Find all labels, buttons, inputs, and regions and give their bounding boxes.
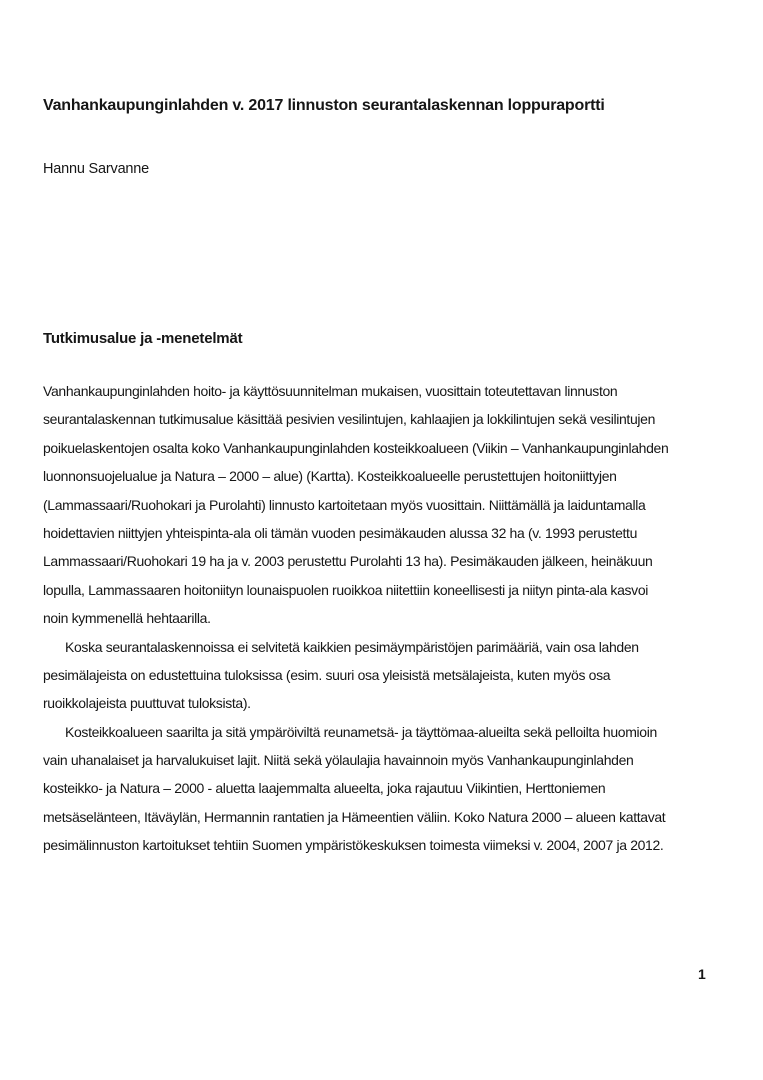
- text-line: metsäselänteen, Itäväylän, Hermannin rantatien ja Hämeentien väliin. Koko Natura 2000 – alueen kattavat: [43, 808, 666, 825]
- text-line: kosteikko- ja Natura – 2000 - aluetta laajemmalta alueelta, joka rajautuu Viikintien, Herttoniemen: [43, 780, 606, 797]
- page-number: 1: [698, 966, 706, 982]
- text-line: Vanhankaupunginlahden hoito- ja käyttösuunnitelman mukaisen, vuosittain toteutettavan linnuston: [43, 383, 618, 399]
- text-line: seurantalaskennan tutkimusalue käsittää pesivien vesilintujen, kahlaajien ja lokkilintujen sekä vesilintujen: [43, 411, 656, 428]
- paragraph: [43, 718, 720, 860]
- text-line: hoidettavien niittyjen yhteispinta-ala oli tämän vuoden pesimäkauden alussa 32 ha (v. 1993 perustettu: [43, 524, 638, 541]
- text-line: luonnonsuojelualue ja Natura – 2000 – alue) (Kartta). Kosteikkoalueelle perustettujen hoitoniittyjen: [43, 468, 617, 485]
- text-line: pesimälinnuston kartoitukset tehtiin Suomen ympäristökeskuksen toimesta viimeksi v. 2004, 2007 ja 2012.: [43, 837, 664, 854]
- text-line: ruoikkolajeista puuttuvat tuloksista).: [43, 695, 251, 712]
- text-line: Kosteikkoalueen saarilta ja sitä ympäröiviltä reunametsä- ja täyttömaa-alueilta sekä pelloilta huomioin: [65, 723, 657, 740]
- text-line: noin kymmenellä hehtaarilla.: [43, 610, 211, 627]
- document-title: Vanhankaupunginlahden v. 2017 linnuston seurantalaskennan loppuraportti: [43, 96, 605, 114]
- text-line: pesimälajeista on edustettuina tuloksissa (esim. suuri osa yleisistä metsälajeista, kuten myös osa: [43, 666, 611, 683]
- text-line: (Lammassaari/Ruohokari ja Purolahti) linnusto kartoitetaan myös vuosittain. Niittämällä ja laiduntamalla: [43, 496, 646, 513]
- section-heading: Tutkimusalue ja -menetelmät: [43, 330, 243, 348]
- document-body: [43, 377, 720, 860]
- author-name: Hannu Sarvanne: [43, 161, 150, 177]
- text-line: Lammassaari/Ruohokari 19 ha ja v. 2003 perustettu Purolahti 13 ha). Pesimäkauden jälkeen, heinäkuun: [43, 553, 653, 570]
- text-line: lopulla, Lammassaaren hoitoniityn lounaispuolen ruoikkoa niitettiin koneellisesti ja niityn pinta-ala kasvoi: [43, 581, 649, 598]
- text-line: Koska seurantalaskennoissa ei selvitetä kaikkien pesimäympäristöjen parimääriä, vain osa lahden: [65, 638, 639, 655]
- text-line: poikuelaskentojen osalta koko Vanhankaupunginlahden kosteikkoalueen (Viikin – Vanhankaupunginlahden: [43, 439, 669, 456]
- paragraph: [43, 377, 720, 633]
- text-line: vain uhanalaiset ja harvalukuiset lajit. Niitä sekä yölaulajia havainnoin myös Vanhankaupunginlahden: [43, 752, 634, 769]
- paragraph: [43, 633, 720, 718]
